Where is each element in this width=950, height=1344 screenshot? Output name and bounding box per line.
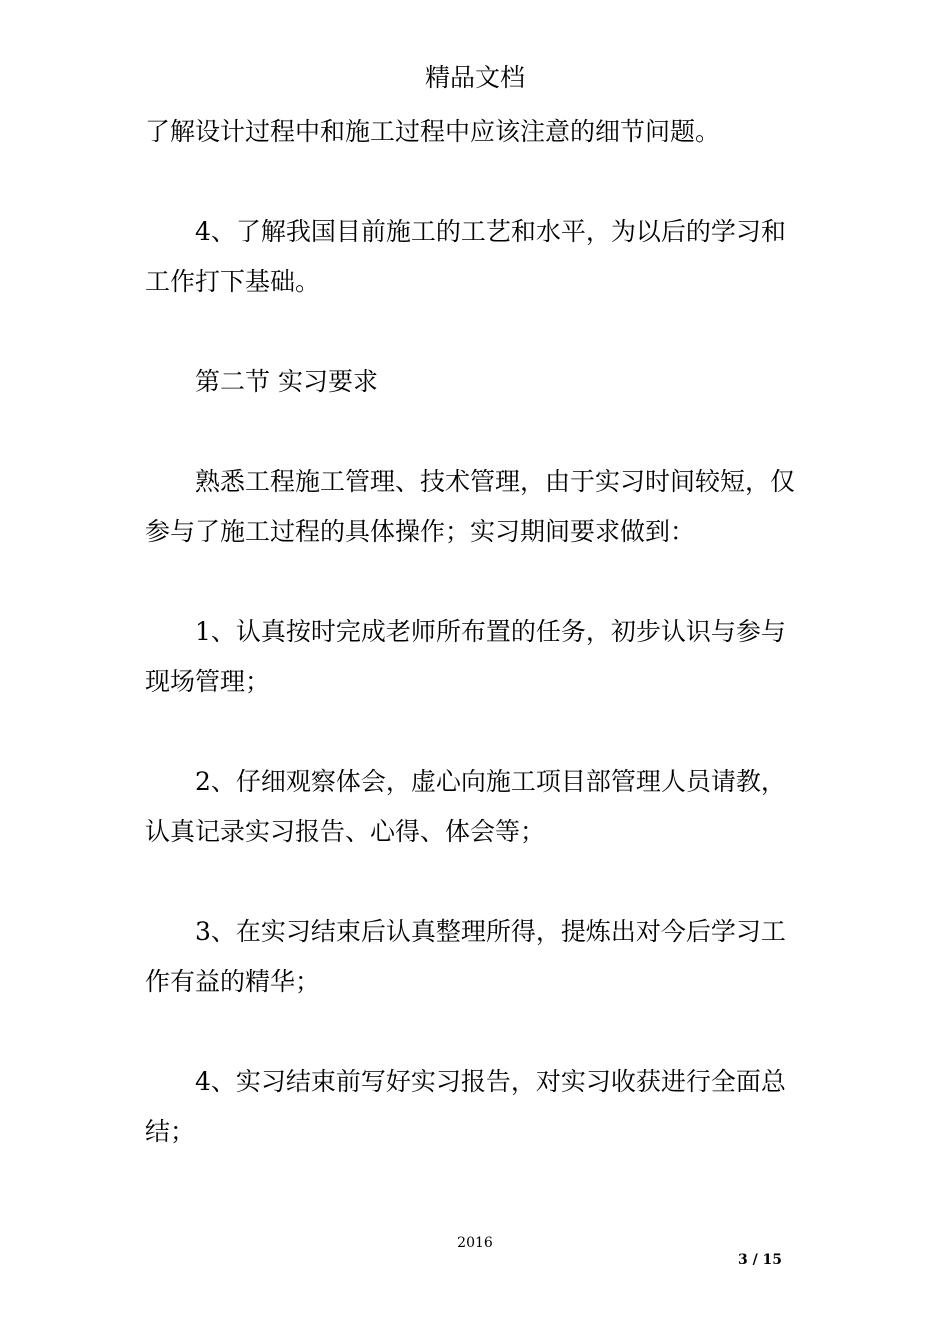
document-header-title: 精品文档 [424, 63, 525, 92]
body-line: 熟悉工程施工管理、技术管理，由于实习时间较短，仅 [195, 467, 796, 496]
body-line: 3、在实习结束后认真整理所得，提炼出对今后学习工 [195, 917, 786, 946]
body-line: 认真记录实习报告、心得、体会等； [145, 817, 546, 846]
page-number: 3 / 15 [737, 1252, 783, 1268]
body-line: 2、仔细观察体会，虚心向施工项目部管理人员请教， [195, 767, 786, 796]
body-line: 结； [145, 1117, 196, 1146]
body-line: 作有益的精华； [145, 967, 321, 996]
body-line: 现场管理； [145, 667, 271, 696]
body-line: 工作打下基础。 [145, 267, 321, 296]
body-line: 了解设计过程中和施工过程中应该注意的细节问题。 [145, 117, 721, 146]
body-line: 4、实习结束前写好实习报告，对实习收获进行全面总 [195, 1067, 786, 1096]
body-line: 1、认真按时完成老师所布置的任务，初步认识与参与 [195, 617, 786, 646]
body-line: 4、了解我国目前施工的工艺和水平，为以后的学习和 [195, 217, 786, 246]
section-heading: 第二节 实习要求 [195, 367, 378, 396]
footer-year: 2016 [457, 1235, 493, 1251]
body-line: 参与了施工过程的具体操作；实习期间要求做到： [145, 517, 696, 546]
